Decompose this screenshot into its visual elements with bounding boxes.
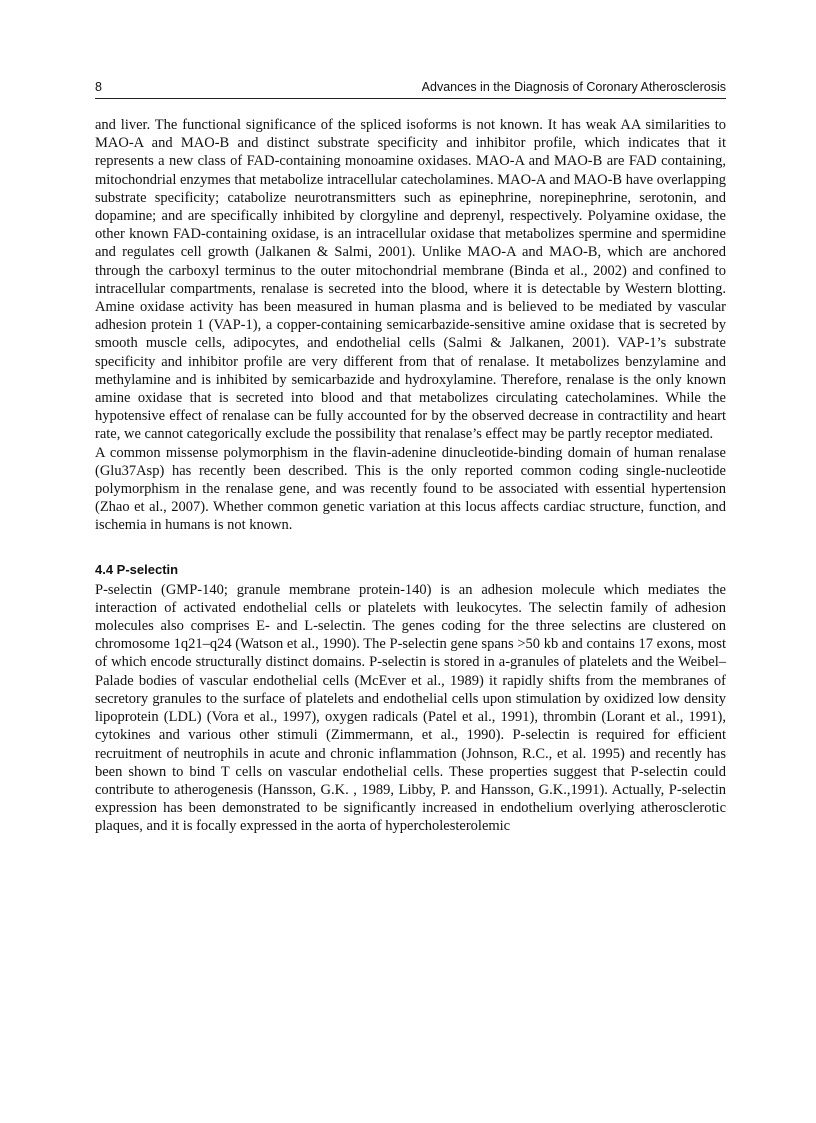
- page-number: 8: [95, 80, 102, 94]
- paragraph-p-selectin: P-selectin (GMP-140; granule membrane protein-140) is an adhesion molecule which mediates the interaction of activated endothelial cells or platelets with leukocytes. The selectin family of adhesion molecules also comprises E- and L-selectin. The genes coding for the three selectins are clustered on chromosome 1q21–q24 (Watson et al., 1990). The P-selectin gene spans >50 kb and contains 17 exons, most of which encode structurally distinct domains. P-selectin is stored in a-granules of platelets and the Weibel–Palade bodies of vascular endothelial cells (McEver et al., 1989) it rapidly shifts from the membranes of secretory granules to the surface of platelets and endothelial cells upon stimulation by oxidized low density lipoprotein (LDL) (Vora et al., 1997), oxygen radicals (Patel et al., 1991), thrombin (Lorant et al., 1991), cytokines and various other stimuli (Zimmermann, et al., 1990). P-selectin is required for efficient recruitment of neutrophils in acute and chronic inflammation (Johnson, R.C., et al. 1995) and recently has been shown to bind T cells on vascular endothelial cells. These properties suggest that P-selectin could contribute to atherogenesis (Hansson, G.K. , 1989, Libby, P. and Hansson, G.K.,1991). Actually, P-selectin expression has been demonstrated to be significantly increased in endothelium overlying atherosclerotic plaques, and it is focally expressed in the aorta of hypercholesterolemic: [95, 581, 726, 835]
- section-heading-p-selectin: 4.4 P-selectin: [95, 561, 179, 577]
- paragraph-renalase-polymorphism: A common missense polymorphism in the flavin-adenine dinucleotide-binding domain of human renalase (Glu37Asp) has recently been described. This is the only reported common coding single-nucleotide polymorphism in the renalase gene, and was recently found to be associated with essential hypertension (Zhao et al., 2007). Whether common genetic variation at this locus affects cardiac structure, function, and ischemia in humans is not known.: [95, 444, 726, 534]
- running-title: Advances in the Diagnosis of Coronary Atherosclerosis: [421, 80, 726, 94]
- paragraph-renalase-oxidases: and liver. The functional significance of the spliced isoforms is not known. It has weak AA similarities to MAO-A and MAO-B and distinct substrate specificity and inhibitor profile, which indicates that it represents a new class of FAD-containing monoamine oxidases. MAO-A and MAO-B are FAD containing, mitochondrial enzymes that metabolize intracellular catecholamines. MAO-A and MAO-B have overlapping substrate specificity; catabolize neurotransmitters such as epinephrine, norepinephrine, serotonin, and dopamine; and are specifically inhibited by clorgyline and deprenyl, respectively. Polyamine oxidase, the other known FAD-containing oxidase, is an intracellular oxidase that metabolizes spermine and spermidine and regulates cell growth (Jalkanen & Salmi, 2001). Unlike MAO-A and MAO-B, which are anchored through the carboxyl terminus to the outer mitochondrial membrane (Binda et al., 2002) and confined to intracellular compartments, renalase is secreted into the blood, where it is detectable by Western blotting. Amine oxidase activity has been measured in human plasma and is believed to be mediated by vascular adhesion protein 1 (VAP-1), a copper-containing semicarbazide-sensitive amine oxidase that is secreted by smooth muscle cells, adipocytes, and endothelial cells (Salmi & Jalkanen, 2001). VAP-1’s substrate specificity and inhibitor profile are very different from that of renalase. It metabolizes benzylamine and methylamine and is inhibited by semicarbazide and hydroxylamine. Therefore, renalase is the only known amine oxidase that is secreted into blood and that metabolizes circulating catecholamines. While the hypotensive effect of renalase can be fully accounted for by the observed decrease in contractility and heart rate, we cannot categorically exclude the possibility that renalase’s effect may be partly receptor mediated.: [95, 117, 726, 443]
- page-header: [95, 80, 726, 98]
- header-rule: [95, 98, 726, 99]
- page-body: [95, 116, 726, 836]
